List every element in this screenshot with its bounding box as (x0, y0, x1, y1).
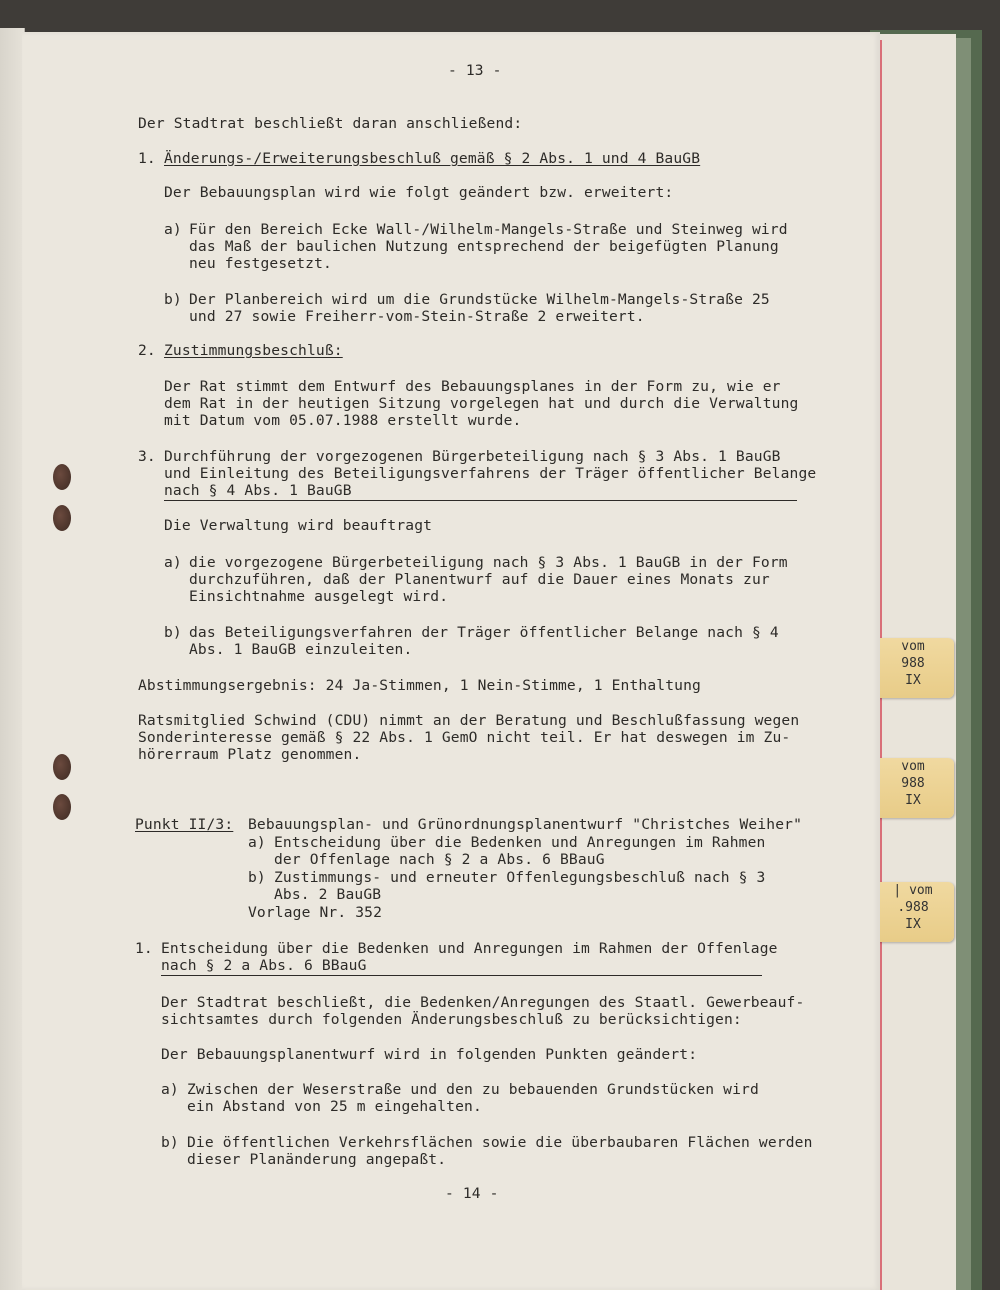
item-lead: Der Bebauungsplan wird wie folgt geändert bzw. erweitert: (164, 184, 674, 201)
text-line: Die öffentlichen Verkehrsflächen sowie die überbaubaren Flächen werden (187, 1134, 813, 1151)
intro-text: Der Stadtrat beschließt daran anschließend: (138, 115, 523, 132)
tab-line: | vom (893, 883, 933, 898)
sub-label: a) (161, 1081, 179, 1098)
item-number: 3. (138, 448, 156, 465)
heading-underline (164, 500, 797, 501)
vote-result: Abstimmungsergebnis: 24 Ja-Stimmen, 1 Nein-Stimme, 1 Enthaltung (138, 677, 701, 694)
index-tab-1[interactable] (872, 638, 954, 698)
sub-label: b) (248, 869, 266, 886)
tab-line: 988 (901, 776, 925, 791)
punch-hole (53, 464, 71, 490)
text-line: Der Planbereich wird um die Grundstücke Wilhelm-Mangels-Straße 25 (189, 291, 770, 308)
index-tab-3[interactable] (872, 882, 954, 942)
tab-line: 988 (901, 656, 925, 671)
page-number-bottom: - 14 - (445, 1185, 499, 1202)
tab-line: .988 (897, 900, 929, 915)
sub-label: a) (164, 221, 182, 238)
sub-label: b) (164, 291, 182, 308)
text-line: Ratsmitglied Schwind (CDU) nimmt an der Beratung und Beschlußfassung wegen (138, 712, 800, 729)
text-line: dieser Planänderung angepaßt. (187, 1151, 447, 1168)
text-line: und 27 sowie Freiherr-vom-Stein-Straße 2 erweitert. (189, 308, 645, 325)
tab-line: IX (905, 793, 921, 808)
text-line: mit Datum vom 05.07.1988 erstellt wurde. (164, 412, 522, 429)
item-heading-line: nach § 4 Abs. 1 BauGB (164, 482, 352, 499)
heading-underline (161, 975, 762, 976)
vorlage-number: Vorlage Nr. 352 (248, 904, 383, 921)
text-line: durchzuführen, daß der Planentwurf auf die Dauer eines Monats zur (189, 571, 770, 588)
punch-hole (53, 754, 71, 780)
tab-line: vom (901, 759, 925, 774)
text-line: die vorgezogene Bürgerbeteiligung nach § 3 Abs. 1 BauGB in der Form (189, 554, 788, 571)
text-line: das Beteiligungsverfahren der Träger öffentlicher Belange nach § 4 (189, 624, 779, 641)
text-line: Der Rat stimmt dem Entwurf des Bebauungsplanes in der Form zu, wie er (164, 378, 781, 395)
tab-line: IX (905, 673, 921, 688)
item-heading: Änderungs-/Erweiterungsbeschluß gemäß § 2 Abs. 1 und 4 BauGB (164, 150, 701, 167)
text-line: Einsichtnahme ausgelegt wird. (189, 588, 449, 605)
punch-hole (53, 505, 71, 531)
text-line: ein Abstand von 25 m eingehalten. (187, 1098, 482, 1115)
text-line: dem Rat in der heutigen Sitzung vorgelegen hat und durch die Verwaltung (164, 395, 799, 412)
item-heading-line: nach § 2 a Abs. 6 BBauG (161, 957, 367, 974)
text-line: Entscheidung über die Bedenken und Anregungen im Rahmen (274, 834, 766, 851)
item-heading: Zustimmungsbeschluß: (164, 342, 343, 359)
item-lead: Die Verwaltung wird beauftragt (164, 517, 433, 534)
item-number: 2. (138, 342, 156, 359)
sub-label: a) (164, 554, 182, 571)
punch-hole (53, 794, 71, 820)
text-line: Abs. 2 BauGB (274, 886, 382, 903)
text-line: Sonderinteresse gemäß § 22 Abs. 1 GemO nicht teil. Er hat deswegen im Zu- (138, 729, 791, 746)
text-line: neu festgesetzt. (189, 255, 332, 272)
punkt-title: Bebauungsplan- und Grünordnungsplanentwurf "Christches Weiher" (248, 816, 803, 833)
punkt-label: Punkt II/3: (135, 816, 234, 833)
text-line: Zwischen der Weserstraße und den zu bebauenden Grundstücken wird (187, 1081, 759, 1098)
sub-label: b) (161, 1134, 179, 1151)
sub-label: a) (248, 834, 266, 851)
text-line: Abs. 1 BauGB einzuleiten. (189, 641, 413, 658)
text-line: Für den Bereich Ecke Wall-/Wilhelm-Mangels-Straße und Steinweg wird (189, 221, 788, 238)
item-number: 1. (138, 150, 156, 167)
text-line: Der Stadtrat beschließt, die Bedenken/Anregungen des Staatl. Gewerbeauf- (161, 994, 805, 1011)
tab-line: vom (901, 639, 925, 654)
text-line: sichtsamtes durch folgenden Änderungsbeschluß zu berücksichtigen: (161, 1011, 742, 1028)
text-line: das Maß der baulichen Nutzung entsprechend der beigefügten Planung (189, 238, 779, 255)
text-line: hörerraum Platz genommen. (138, 746, 362, 763)
sub-label: b) (164, 624, 182, 641)
item-lead: Der Bebauungsplanentwurf wird in folgenden Punkten geändert: (161, 1046, 698, 1063)
item-heading-line: Entscheidung über die Bedenken und Anregungen im Rahmen der Offenlage (161, 940, 778, 957)
tab-line: IX (905, 917, 921, 932)
item-number: 1. (135, 940, 153, 957)
index-tab-2[interactable] (872, 758, 954, 818)
item-heading-line: und Einleitung des Beteiligungsverfahrens der Träger öffentlicher Belange (164, 465, 817, 482)
text-line: der Offenlage nach § 2 a Abs. 6 BBauG (274, 851, 605, 868)
page-number-top: - 13 - (448, 62, 502, 79)
text-line: Zustimmungs- und erneuter Offenlegungsbeschluß nach § 3 (274, 869, 766, 886)
item-heading-line: Durchführung der vorgezogenen Bürgerbeteiligung nach § 3 Abs. 1 BauGB (164, 448, 781, 465)
